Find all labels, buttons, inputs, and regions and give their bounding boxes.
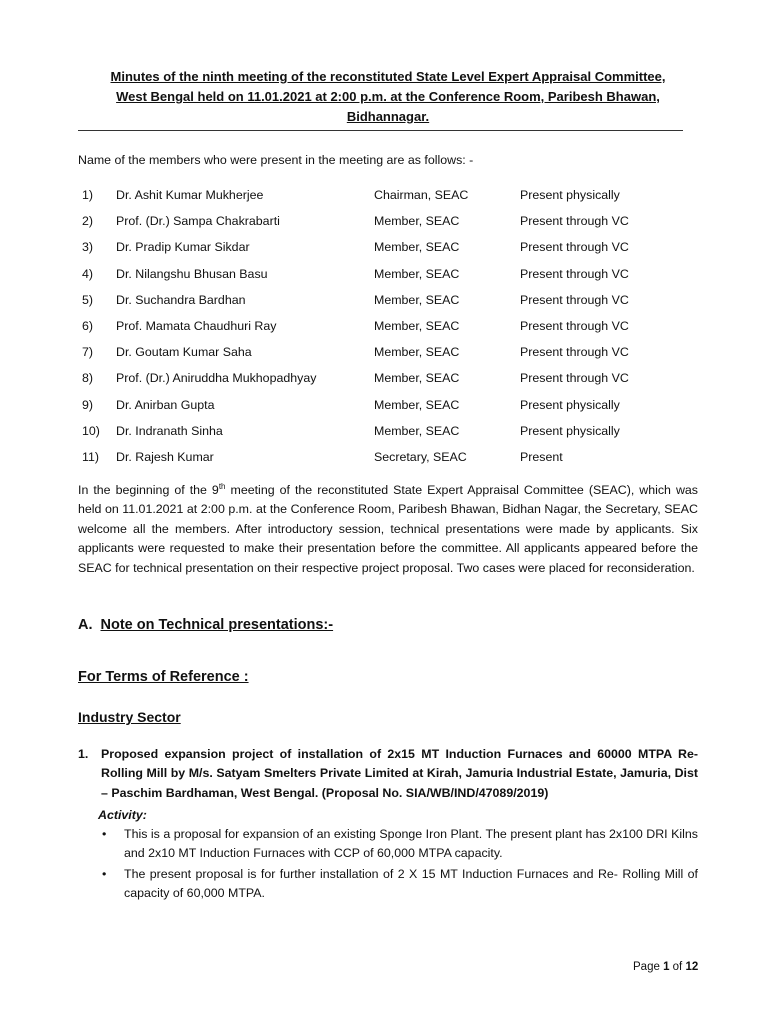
member-name: Prof. (Dr.) Sampa Chakrabarti <box>116 214 280 229</box>
member-number: 7) <box>82 345 94 360</box>
member-role: Member, SEAC <box>374 266 460 281</box>
member-name: Prof. (Dr.) Aniruddha Mukhopadhyay <box>116 371 317 386</box>
member-role: Member, SEAC <box>374 397 460 412</box>
member-name: Dr. Nilangshu Bhusan Basu <box>116 266 268 281</box>
member-number: 11) <box>82 449 99 464</box>
member-name: Dr. Suchandra Bardhan <box>116 292 246 307</box>
member-name: Dr. Goutam Kumar Saha <box>116 345 252 360</box>
section-a-heading <box>78 617 333 633</box>
page-number-footer <box>633 961 698 973</box>
activity-bullets <box>98 825 698 905</box>
title-line: Minutes of the ninth meeting of the reconstituted State Level Expert Appraisal Committee, <box>110 69 666 84</box>
member-status: Present physically <box>520 397 620 412</box>
section-letter: A. <box>78 617 93 633</box>
total-pages: 12 <box>685 961 699 973</box>
horizontal-rule <box>78 130 683 131</box>
member-number: 10) <box>82 423 100 438</box>
member-status: Present through VC <box>520 345 629 360</box>
member-role: Member, SEAC <box>374 240 460 255</box>
document-title <box>78 67 698 127</box>
member-row <box>78 319 698 345</box>
member-status: Present through VC <box>520 371 629 386</box>
member-number: 2) <box>82 214 94 229</box>
bullet-text: This is a proposal for expansion of an existing Sponge Iron Plant. The present plant has 2x100 DRI Kilns and 2x10 MT Induction Furnaces with CCP of 60,000 MTPA capacity. <box>124 827 698 861</box>
section-title: Note on Technical presentations:- <box>100 617 334 633</box>
member-number: 9) <box>82 397 94 412</box>
members-list <box>78 188 698 476</box>
list-item <box>98 825 698 864</box>
bullet-icon: • <box>102 866 107 881</box>
footer-middle: of <box>669 961 686 973</box>
title-line: West Bengal held on 11.01.2021 at 2:00 p.m. at the Conference Room, Paribesh Bhawan, <box>116 89 660 104</box>
activity-label: Activity: <box>98 808 147 822</box>
terms-of-reference-heading: For Terms of Reference : <box>78 669 249 685</box>
members-intro: Name of the members who were present in the meeting are as follows: - <box>78 153 474 167</box>
paragraph-text-start: In the beginning of the 9 <box>78 483 219 497</box>
bullet-icon: • <box>102 827 107 841</box>
member-name: Dr. Pradip Kumar Sikdar <box>116 240 250 255</box>
member-row <box>78 398 698 424</box>
member-status: Present through VC <box>520 292 629 307</box>
bullet-text: The present proposal is for further installation of 2 X 15 MT Induction Furnaces and Re- Rolling Mill of capacity of 60,000 MTPA. <box>124 866 698 901</box>
member-role: Member, SEAC <box>374 292 460 307</box>
proposal-item <box>78 745 698 803</box>
member-row <box>78 214 698 240</box>
member-name: Dr. Rajesh Kumar <box>116 449 214 464</box>
member-status: Present through VC <box>520 240 629 255</box>
member-number: 4) <box>82 266 94 281</box>
ordinal-superscript: th <box>218 481 226 491</box>
member-role: Chairman, SEAC <box>374 188 469 202</box>
member-number: 1) <box>82 188 94 202</box>
member-role: Member, SEAC <box>374 318 460 333</box>
member-role: Secretary, SEAC <box>374 449 467 464</box>
member-number: 5) <box>82 292 94 307</box>
member-role: Member, SEAC <box>374 214 460 229</box>
member-status: Present through VC <box>520 214 629 229</box>
member-role: Member, SEAC <box>374 345 460 360</box>
member-number: 3) <box>82 240 94 255</box>
member-row <box>78 371 698 397</box>
member-status: Present through VC <box>520 266 629 281</box>
member-number: 8) <box>82 371 94 386</box>
current-page: 1 <box>663 961 670 973</box>
member-name: Dr. Anirban Gupta <box>116 397 215 412</box>
proposal-title: Proposed expansion project of installation of 2x15 MT Induction Furnaces and 60000 MTPA Re-Rolling Mill by M/s. Satyam Smelters Private Limited at Kirah, Jamuria Industrial Estate, Jamuria, Dist – Paschim Bardhaman, West Bengal. (Proposal No. SIA/WB/IND/47089/2019) <box>101 747 698 800</box>
member-row <box>78 450 698 476</box>
member-name: Prof. Mamata Chaudhuri Ray <box>116 318 277 333</box>
member-row <box>78 293 698 319</box>
member-row <box>78 345 698 371</box>
member-name: Dr. Ashit Kumar Mukherjee <box>116 188 264 202</box>
member-name: Dr. Indranath Sinha <box>116 423 223 438</box>
member-status: Present <box>520 449 563 464</box>
footer-prefix: Page <box>633 961 664 973</box>
title-line: Bidhannagar. <box>346 109 430 124</box>
member-number: 6) <box>82 318 94 333</box>
meeting-summary-paragraph <box>78 481 698 578</box>
member-status: Present physically <box>520 423 620 438</box>
member-row <box>78 188 698 214</box>
industry-sector-heading: Industry Sector <box>78 709 181 725</box>
member-status: Present physically <box>520 188 620 202</box>
member-status: Present through VC <box>520 318 629 333</box>
list-item <box>98 865 698 904</box>
proposal-number: 1. <box>78 747 89 761</box>
member-role: Member, SEAC <box>374 371 460 386</box>
member-row <box>78 240 698 266</box>
member-row <box>78 424 698 450</box>
member-role: Member, SEAC <box>374 423 460 438</box>
paragraph-text-rest: meeting of the reconstituted State Expert Appraisal Committee (SEAC), which was held on 11.01.2021 at 2:00 p.m. at the Conference Room, Paribesh Bhawan, Bidhan Nagar, the Secretary, SEAC welcome all the members. After introductory session, technical presentations were made by applicants. Six applicants were requested to make their presentation before the committee. All applicants appeared before the SEAC for technical presentation on their respective project proposal. Two cases were placed for reconsideration. <box>78 483 699 575</box>
member-row <box>78 267 698 293</box>
